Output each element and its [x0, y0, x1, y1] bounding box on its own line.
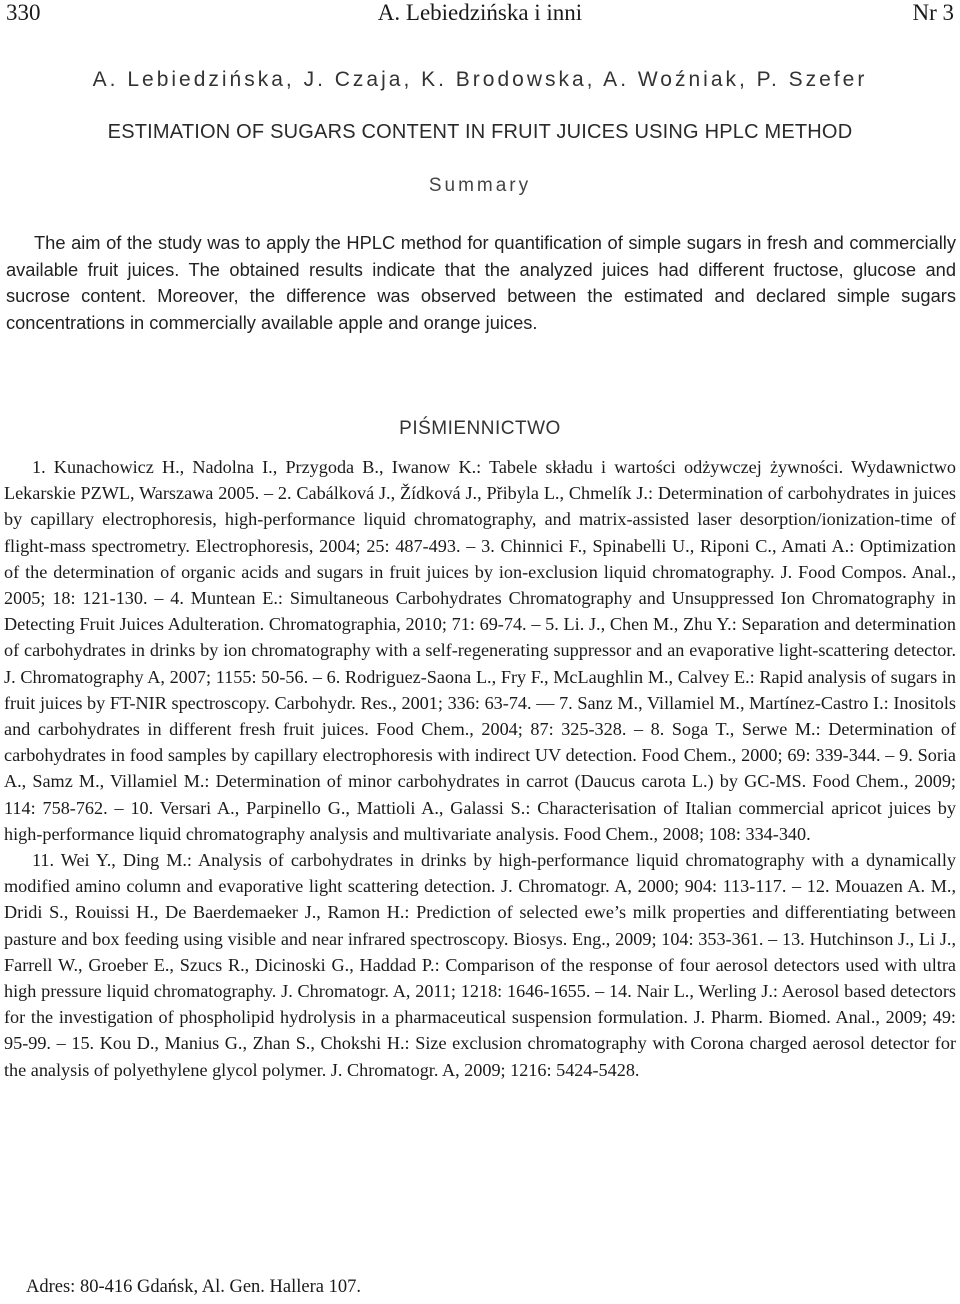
references-paragraph-2: 11. Wei Y., Ding M.: Analysis of carbohydrates in drinks by high-performance liquid chromatography with a dynamically modified amino column and evaporative light scattering detection. J. Chromatogr. A, 2000; 904: 113-117. – 12. Mouazen A. M., Dridi S., Rouissi H., De Baerdemaeker J., Ramon H.: Prediction of selected ewe’s milk properties and differentiating between pasture and box feeding using visible and near infrared spectroscopy. Biosys. Eng., 2009; 104: 353-361. – 13. Hutchinson J., Li J., Farrell W., Groeber E., Szucs R., Dicinoski G., Haddad P.: Comparison of the response of four aerosol detectors used with ultra high pressure liquid chromatography. J. Chromatogr. A, 2011; 1218: 1646-1655. – 14. Nair L., Werling J.: Aerosol based detectors for the investigation of phospholipid hydrolysis in a pharmaceutical suspension formulation. J. Pharm. Biomed. Anal., 2009; 49: 95-99. – 15. Kou D., Manius G., Zhan S., Chokshi H.: Size exclusion chromatography with Corona charged aerosol detector for the analysis of polyethylene glycol polymer. J. Chromatogr. A, 2009; 1216: 5424-5428.: [4, 850, 956, 1080]
running-title: A. Lebiedzińska i inni: [377, 0, 583, 25]
references-paragraph-1: 1. Kunachowicz H., Nadolna I., Przygoda B., Iwanow K.: Tabele składu i wartości odżywczej żywności. Wydawnictwo Lekarskie PZWL, Warszawa 2005. – 2. Cabálková J., Žídková J., Přibyla L., Chmelík J.: Determination of carbohydrates in juices by capillary electrophoresis, high-performance liquid chromatography, and matrix-assisted laser desorption/ionization-time of flight-mass spectrometry. Electrophoresis, 2004; 25: 487-493. – 3. Chinnici F., Spinabelli U., Riponi C., Amati A.: Optimization of the determination of organic acids and sugars in fruit juices by ion-exclusion liquid chromatography. J. Food Compos. Anal., 2005; 18: 121-130. – 4. Muntean E.: Simultaneous Carbohydrates Chromatography and Unsuppressed Ion Chromatography in Detecting Fruit Juices Adulteration. Chromatographia, 2010; 71: 69-74. – 5. Li. J., Chen M., Zhu Y.: Separation and determination of carbohydrates in drinks by ion chromatography with a self-regenerating suppressor and an evaporative light-scattering detector. J. Chromatography A, 2007; 1155: 50-56. – 6. Rodriguez-Saona L., Fry F., McLaughlin M., Calvey E.: Rapid analysis of sugars in fruit juices by FT-NIR spectroscopy. Carbohydr. Res., 2001; 336: 63-74. — 7. Sanz M., Villamiel M., Martínez-Castro I.: Inositols and carbohydrates in different fresh fruit juices. Food Chem., 2004; 87: 325-328. – 8. Soga T., Serwe M.: Determination of carbohydrates in food samples by capillary electrophoresis with indirect UV detection. Food Chem., 2000; 69: 339-344. – 9. Soria A., Samz M., Villamiel M.: Determination of minor carbohydrates in carrot (Daucus carota L.) by GC-MS. Food Chem., 2009; 114: 758-762. – 10. Versari A., Parpinello G., Mattioli A., Galassi S.: Characterisation of Italian commercial apricot juices by high-performance liquid chromatography analysis and multivariate analysis. Food Chem., 2008; 108: 334-340.: [4, 457, 956, 844]
page-number: 330: [6, 0, 41, 25]
summary-heading: Summary: [428, 175, 532, 196]
author-list: A. Lebiedzińska, J. Czaja, K. Brodowska, A. Woźniak, P. Szefer: [92, 68, 868, 91]
correspondence-address: Adres: 80-416 Gdańsk, Al. Gen. Hallera 107.: [26, 1277, 361, 1297]
references-list: [4, 454, 956, 1083]
summary-text: The aim of the study was to apply the HPLC method for quantification of simple sugars in fresh and commercially available fruit juices. The obtained results indicate that the analyzed juices had different fructose, glucose and sucrose content. Moreover, the difference was observed between the estimated and declared simple sugars concentrations in commercially available apple and orange juices.: [6, 232, 956, 333]
article-title: ESTIMATION OF SUGARS CONTENT IN FRUIT JUICES USING HPLC METHOD: [107, 121, 853, 143]
references-heading: PIŚMIENNICTWO: [399, 418, 561, 439]
page-header: [6, 0, 954, 26]
issue-number: Nr 3: [912, 0, 954, 25]
